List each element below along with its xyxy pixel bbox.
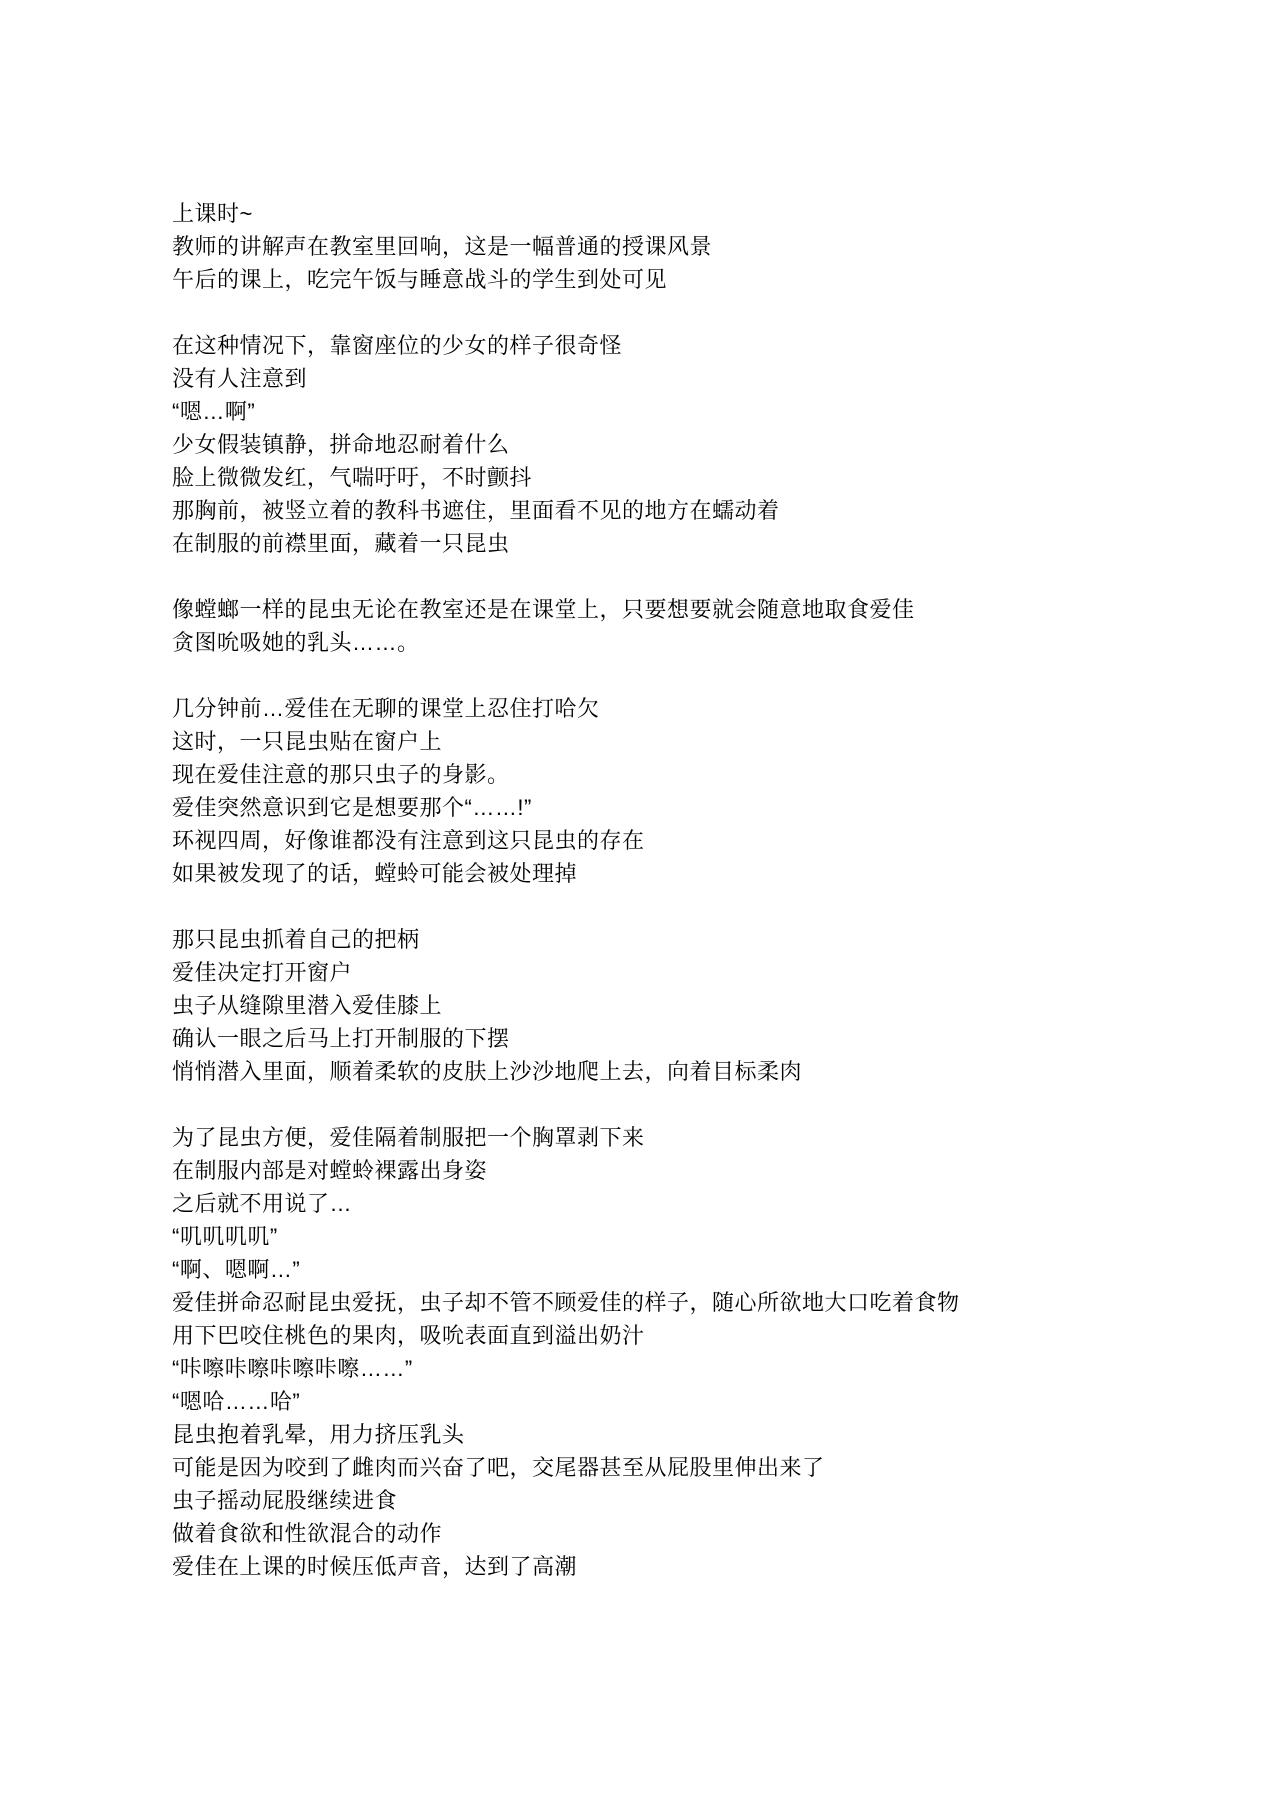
text-line: 贪图吮吸她的乳头……。 (172, 630, 420, 655)
text-line: “嗯…啊” (172, 399, 256, 424)
text-line: 几分钟前…爱佳在无聊的课堂上忍住打哈欠 (172, 696, 600, 721)
text-line: 虫子摇动屁股继续进食 (172, 1488, 398, 1513)
text-line: 教师的讲解声在教室里回响，这是一幅普通的授课风景 (172, 234, 713, 259)
text-line: 爱佳拼命忍耐昆虫爱抚，虫子却不管不顾爱佳的样子，随心所欲地大口吃着食物 (172, 1290, 960, 1315)
text-line: 用下巴咬住桃色的果肉，吸吮表面直到溢出奶汁 (172, 1323, 645, 1348)
text-line: 悄悄潜入里面，顺着柔软的皮肤上沙沙地爬上去，向着目标柔肉 (172, 1059, 803, 1084)
paragraph (172, 197, 1162, 296)
paragraph (172, 692, 1162, 890)
text-line: 没有人注意到 (172, 366, 308, 391)
text-line: 虫子从缝隙里潜入爱佳膝上 (172, 993, 443, 1018)
text-line: 在制服的前襟里面，藏着一只昆虫 (172, 531, 510, 556)
paragraph (172, 923, 1162, 1088)
text-line: 做着食欲和性欲混合的动作 (172, 1521, 443, 1546)
text-line: 在制服内部是对螳蛉裸露出身姿 (172, 1158, 488, 1183)
text-line: 上课时~ (172, 201, 253, 226)
text-line: 为了昆虫方便，爱佳隔着制服把一个胸罩剥下来 (172, 1125, 645, 1150)
text-line: 爱佳突然意识到它是想要那个“……!” (172, 795, 532, 820)
text-line: 爱佳决定打开窗户 (172, 960, 353, 985)
story-text (172, 197, 1162, 1583)
text-line: 可能是因为咬到了雌肉而兴奋了吧，交尾器甚至从屁股里伸出来了 (172, 1455, 825, 1480)
text-line: 那只昆虫抓着自己的把柄 (172, 927, 420, 952)
text-line: 昆虫抱着乳晕，用力挤压乳头 (172, 1422, 465, 1447)
text-line: “叽叽叽叽” (172, 1224, 278, 1249)
paragraph (172, 329, 1162, 560)
text-line: “咔嚓咔嚓咔嚓咔嚓……” (172, 1356, 413, 1381)
text-line: 那胸前，被竖立着的教科书遮住，里面看不见的地方在蠕动着 (172, 498, 780, 523)
text-line: 脸上微微发红，气喘吁吁，不时颤抖 (172, 465, 533, 490)
text-line: 在这种情况下，靠窗座位的少女的样子很奇怪 (172, 333, 623, 358)
text-line: 之后就不用说了… (172, 1191, 353, 1216)
text-line: 这时，一只昆虫贴在窗户上 (172, 729, 443, 754)
text-line: 像螳螂一样的昆虫无论在教室还是在课堂上，只要想要就会随意地取食爱佳 (172, 597, 915, 622)
paragraph (172, 593, 1162, 659)
paragraph (172, 1121, 1162, 1583)
text-line: 现在爱佳注意的那只虫子的身影。 (172, 762, 510, 787)
text-line: 确认一眼之后马上打开制服的下摆 (172, 1026, 510, 1051)
text-line: 环视四周，好像谁都没有注意到这只昆虫的存在 (172, 828, 645, 853)
text-line: 如果被发现了的话，螳蛉可能会被处理掉 (172, 861, 578, 886)
text-line: “嗯哈……哈” (172, 1389, 301, 1414)
text-line: “啊、嗯啊…” (172, 1257, 301, 1282)
text-line: 爱佳在上课的时候压低声音，达到了高潮 (172, 1554, 578, 1579)
text-line: 少女假装镇静，拼命地忍耐着什么 (172, 432, 510, 457)
text-line: 午后的课上，吃完午饭与睡意战斗的学生到处可见 (172, 267, 668, 292)
